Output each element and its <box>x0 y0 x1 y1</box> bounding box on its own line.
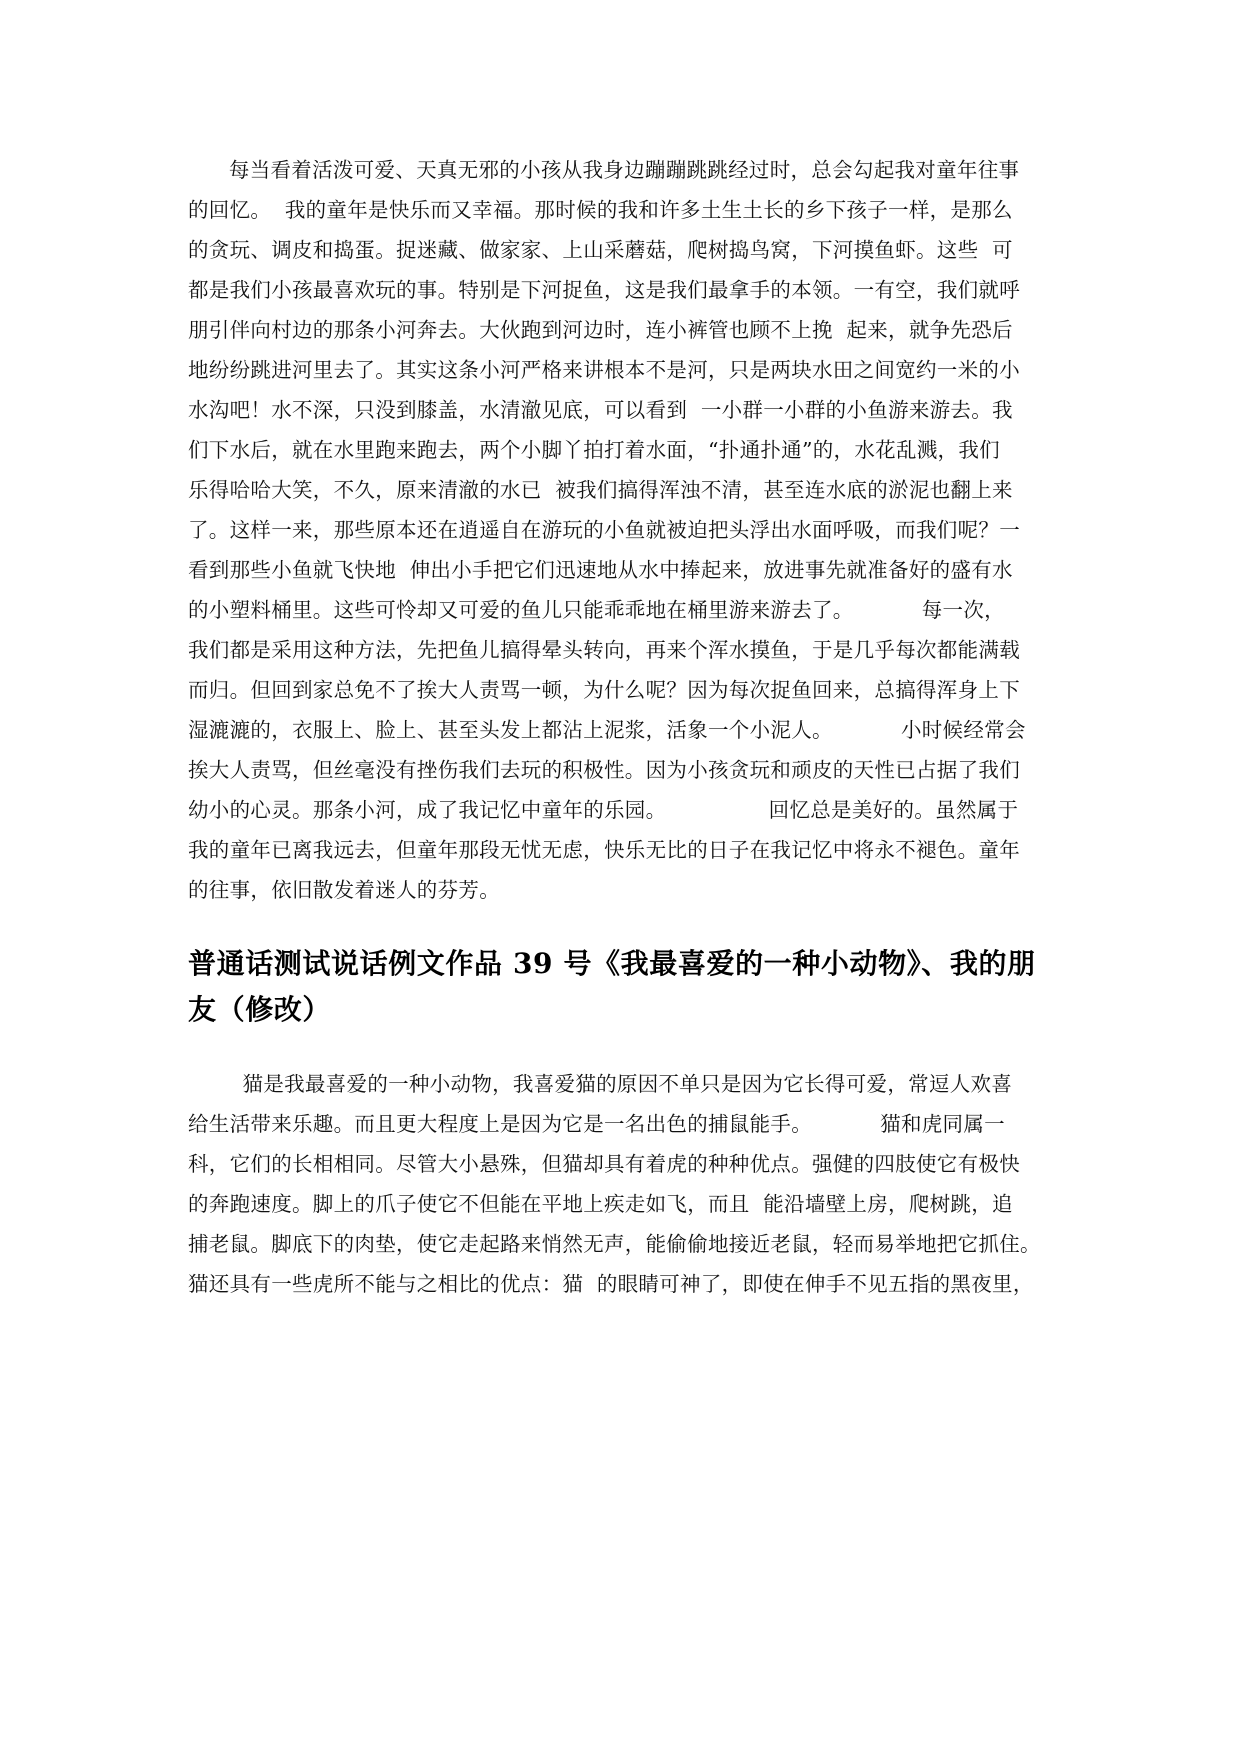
paragraph-line: 捕老鼠。脚底下的肉垫，使它走起路来悄然无声，能偷偷地接近老鼠，轻而易举地把它抓住。 <box>188 1232 1041 1256</box>
paragraph-line: 给生活带来乐趣。而且更大程度上是因为它是一名出色的捕鼠能手。 猫和虎同属一 <box>188 1112 1005 1136</box>
heading-line: 友（修改） <box>188 993 332 1026</box>
paragraph-line: 水沟吧！水不深，只没到膝盖，水清澈见底，可以看到 一小群一小群的小鱼游来游去。我 <box>188 398 1013 422</box>
paragraph-line: 的往事，依旧散发着迷人的芬芳。 <box>188 878 500 902</box>
paragraph-line: 我的童年已离我远去，但童年那段无忧无虑，快乐无比的日子在我记忆中将永不褪色。童年 <box>188 838 1020 862</box>
paragraph-line: 乐得哈哈大笑，不久，原来清澈的水已 被我们搞得浑浊不清，甚至连水底的淤泥也翻上来 <box>188 478 1013 502</box>
paragraph-line: 科，它们的长相相同。尽管大小悬殊，但猫却具有着虎的种种优点。强健的四肢使它有极快 <box>188 1152 1020 1176</box>
paragraph-line: 湿漉漉的，衣服上、脸上、甚至头发上都沾上泥浆，活象一个小泥人。 小时候经常会 <box>188 718 1026 742</box>
paragraph-line: 挨大人责骂，但丝毫没有挫伤我们去玩的积极性。因为小孩贪玩和顽皮的天性已占据了我们 <box>188 758 1020 782</box>
paragraph-line: 都是我们小孩最喜欢玩的事。特别是下河捉鱼，这是我们最拿手的本领。一有空，我们就呼 <box>188 278 1020 302</box>
paragraph-line: 每当看着活泼可爱、天真无邪的小孩从我身边蹦蹦跳跳经过时，总会勾起我对童年往事 <box>188 158 1020 182</box>
paragraph-line: 猫是我最喜爱的一种小动物，我喜爱猫的原因不单只是因为它长得可爱，常逗人欢喜 <box>188 1072 1013 1096</box>
paragraph-line: 猫还具有一些虎所不能与之相比的优点：猫 的眼睛可神了，即使在伸手不见五指的黑夜里， <box>188 1272 1034 1296</box>
paragraph-line: 的小塑料桶里。这些可怜却又可爱的鱼儿只能乖乖地在桶里游来游去了。 每一次， <box>188 598 1005 622</box>
paragraph-line: 幼小的心灵。那条小河，成了我记忆中童年的乐园。 回忆总是美好的。虽然属于 <box>188 798 1019 822</box>
heading-line: 普通话测试说话例文作品 39 号《我最喜爱的一种小动物》、我的朋 <box>188 947 1036 980</box>
paragraph-line: 我们都是采用这种方法，先把鱼儿搞得晕头转向，再来个浑水摸鱼，于是几乎每次都能满载 <box>188 638 1020 662</box>
paragraph-line: 了。这样一来，那些原本还在逍遥自在游玩的小鱼就被迫把头浮出水面呼吸，而我们呢？一 <box>188 518 1020 542</box>
paragraph-line: 的回忆。 我的童年是快乐而又幸福。那时候的我和许多土生土长的乡下孩子一样，是那么 <box>188 198 1013 222</box>
paragraph-line: 们下水后，就在水里跑来跑去，两个小脚丫拍打着水面，“扑通扑通”的，水花乱溅，我们 <box>188 438 1000 462</box>
paragraph-line: 的贪玩、调皮和捣蛋。捉迷藏、做家家、上山采蘑菇，爬树捣鸟窝，下河摸鱼虾。这些 可 <box>188 238 1013 262</box>
paragraph-line: 地纷纷跳进河里去了。其实这条小河严格来讲根本不是河，只是两块水田之间宽约一米的小 <box>188 358 1020 382</box>
paragraph-line: 的奔跑速度。脚上的爪子使它不但能在平地上疾走如飞，而且 能沿墙壁上房，爬树跳，追 <box>188 1192 1013 1216</box>
paragraph-line: 朋引伴向村边的那条小河奔去。大伙跑到河边时，连小裤管也顾不上挽 起来，就争先恐后 <box>188 318 1013 342</box>
paragraph-line: 看到那些小鱼就飞快地 伸出小手把它们迅速地从水中捧起来，放进事先就准备好的盛有水 <box>188 558 1013 582</box>
paragraph-line: 而归。但回到家总免不了挨大人责骂一顿，为什么呢？因为每次捉鱼回来，总搞得浑身上下 <box>188 678 1020 702</box>
